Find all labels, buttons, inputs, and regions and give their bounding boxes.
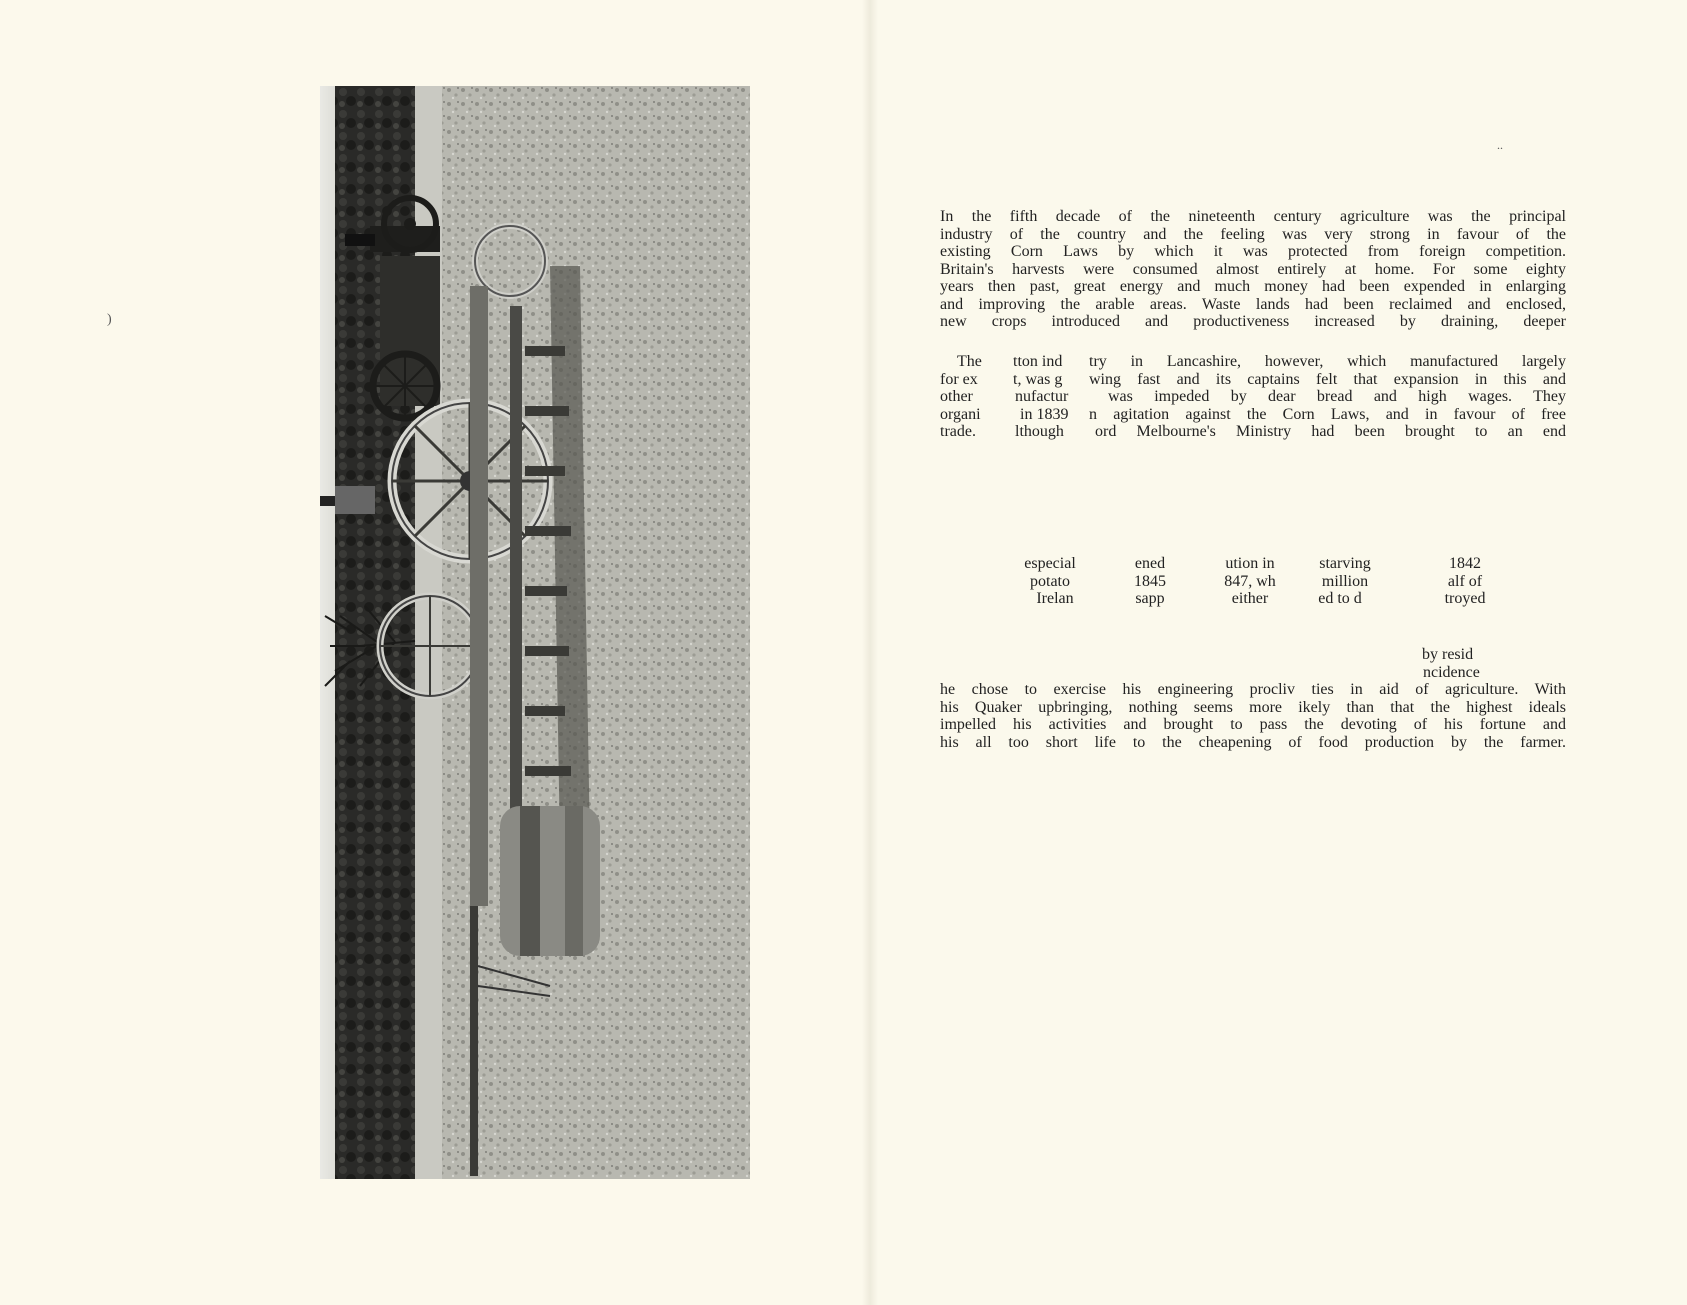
fragment: troyed <box>1444 590 1486 607</box>
fragment: organi <box>940 405 981 423</box>
paragraph-1-line: and improving the arable areas. Waste lands had been reclaimed and enclosed, <box>940 295 1566 313</box>
fragment: n agitation against the Corn Laws, and in favour of free <box>1089 405 1566 423</box>
paragraph-4-line: his all too short life to the cheapening of food production by the farmer. <box>940 733 1566 751</box>
fragment: ened <box>1134 555 1166 572</box>
fragment: 1845 <box>1134 572 1166 590</box>
fragment: million <box>1321 572 1369 590</box>
paragraph-1-line: In the fifth decade of the nineteenth century agriculture was the principal <box>940 208 1566 225</box>
fragment: 1842 <box>1449 555 1481 572</box>
paragraph-4-fragment-line <box>940 646 1566 664</box>
fragment: ed to d <box>1318 590 1362 607</box>
fragment: Irelan <box>1036 590 1074 607</box>
fragment: nufactur <box>1015 388 1069 405</box>
fragment: was impeded by dear bread and high wages. They <box>1108 388 1566 405</box>
steam-plough-photograph <box>320 86 750 1179</box>
paragraph-1 <box>940 208 1566 331</box>
fragment: either <box>1231 590 1269 607</box>
fragment: tton ind <box>1013 353 1063 370</box>
paragraph-2-line <box>940 388 1566 406</box>
paragraph-1-line: years then past, great energy and much money had been expended in enlarging <box>940 278 1566 295</box>
paragraph-2-line <box>940 406 1566 424</box>
fragment: potato <box>1030 572 1070 590</box>
fragment: alf of <box>1447 572 1483 590</box>
paragraph-4-line: he chose to exercise his engineering procliv ties in aid of agriculture. With <box>940 681 1566 698</box>
fragment: starving <box>1319 555 1371 572</box>
paragraph-3-line <box>960 590 1560 608</box>
paragraph-4 <box>940 646 1566 751</box>
paragraph-2-line <box>940 371 1566 389</box>
fragment: ncidence <box>1423 663 1480 681</box>
margin-mark: ) <box>107 312 112 327</box>
fragment: ution in <box>1225 555 1275 572</box>
paragraph-3 <box>960 555 1560 608</box>
paragraph-2 <box>940 353 1566 441</box>
fragment: wing fast and its captains felt that expansion in this and <box>1089 370 1566 388</box>
fragment: by resid <box>1422 646 1474 663</box>
paragraph-2-line <box>940 423 1566 441</box>
fragment: other <box>940 388 973 405</box>
corner-mark: .. <box>1497 138 1503 152</box>
fragment: in 1839 <box>1020 405 1069 423</box>
paragraph-1-line: industry of the country and the feeling was very strong in favour of the <box>940 225 1566 243</box>
fragment: try in Lancashire, however, which manufactured largely <box>1089 353 1566 370</box>
paragraph-1-line: new crops introduced and productiveness increased by draining, deeper <box>940 313 1566 330</box>
fragment: ord Melbourne's Ministry had been brought to an end <box>1095 423 1566 440</box>
fragment: 847, wh <box>1224 572 1276 590</box>
fragment: sapp <box>1135 590 1165 607</box>
paragraph-1-line: existing Corn Laws by which it was protected from foreign competition. <box>940 243 1566 260</box>
book-gutter <box>862 0 878 1305</box>
fragment: for ex <box>940 370 978 388</box>
fragment: especial <box>1024 555 1076 572</box>
paragraph-1-line: Britain's harvests were consumed almost entirely at home. For some eighty <box>940 260 1566 278</box>
paragraph-3-line <box>960 573 1560 591</box>
fragment: t, was g <box>1013 370 1063 388</box>
fragment: lthough <box>1015 423 1064 440</box>
paragraph-2-line <box>940 353 1566 371</box>
paragraph-4-fragment-line <box>940 664 1566 682</box>
paragraph-3-line <box>960 555 1560 573</box>
fragment: The <box>957 353 982 370</box>
paragraph-4-line: his Quaker upbringing, nothing seems more ikely than that the highest ideals <box>940 698 1566 716</box>
fragment: trade. <box>940 423 976 440</box>
paragraph-4-line: impelled his activities and brought to pass the devoting of his fortune and <box>940 716 1566 733</box>
